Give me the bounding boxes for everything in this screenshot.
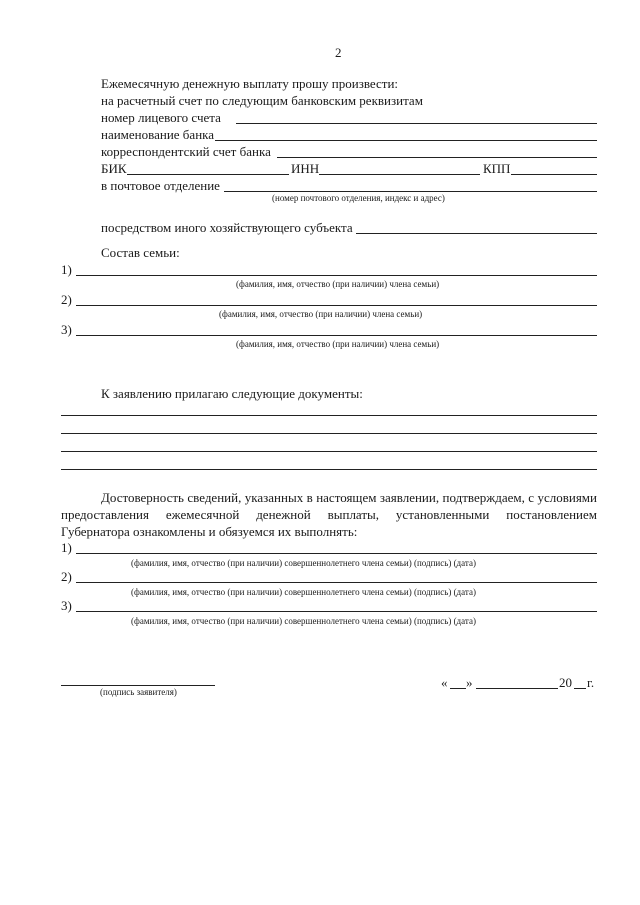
adult-1-hint: (фамилия, имя, отчество (при наличии) совершеннолетнего члена семьи) (подпись) (дата) bbox=[131, 558, 476, 568]
family-member-1-hint: (фамилия, имя, отчество (при наличии) члена семьи) bbox=[236, 279, 440, 289]
adult-3-num: 3) bbox=[61, 598, 72, 613]
other-entity-label: посредством иного хозяйствующего субъекта bbox=[101, 220, 353, 235]
date-year-field[interactable] bbox=[574, 688, 586, 689]
bik-label: БИК bbox=[101, 161, 127, 176]
correspondent-account-label: корреспондентский счет банка bbox=[101, 144, 271, 159]
kpp-field[interactable] bbox=[511, 174, 597, 175]
other-entity-field[interactable] bbox=[356, 233, 597, 234]
date-day-field[interactable] bbox=[450, 688, 466, 689]
documents-line-2[interactable] bbox=[61, 433, 597, 434]
family-member-2-num: 2) bbox=[61, 292, 72, 307]
inn-field[interactable] bbox=[319, 174, 480, 175]
documents-line-4[interactable] bbox=[61, 469, 597, 470]
adult-2-num: 2) bbox=[61, 569, 72, 584]
date-month-field[interactable] bbox=[476, 688, 558, 689]
adult-2-field[interactable] bbox=[76, 582, 597, 583]
kpp-label: КПП bbox=[483, 161, 511, 176]
family-member-3-hint: (фамилия, имя, отчество (при наличии) члена семьи) bbox=[236, 339, 440, 349]
family-member-1-num: 1) bbox=[61, 262, 72, 277]
adult-2-hint: (фамилия, имя, отчество (при наличии) совершеннолетнего члена семьи) (подпись) (дата) bbox=[131, 587, 476, 597]
adult-3-hint: (фамилия, имя, отчество (при наличии) совершеннолетнего члена семьи) (подпись) (дата) bbox=[131, 616, 476, 626]
account-number-label: номер лицевого счета bbox=[101, 110, 221, 125]
date-open-quote: « bbox=[441, 675, 448, 690]
bank-name-field[interactable] bbox=[215, 140, 597, 141]
family-title: Состав семьи: bbox=[101, 245, 180, 260]
documents-title: К заявлению прилагаю следующие документы: bbox=[101, 386, 363, 401]
post-office-label: в почтовое отделение bbox=[101, 178, 220, 193]
bik-field[interactable] bbox=[127, 174, 289, 175]
post-office-hint: (номер почтового отделения, индекс и адрес) bbox=[272, 193, 445, 203]
documents-line-3[interactable] bbox=[61, 451, 597, 452]
family-member-2-hint: (фамилия, имя, отчество (при наличии) члена семьи) bbox=[219, 309, 423, 319]
family-member-1-field[interactable] bbox=[76, 275, 597, 276]
page-number: 2 bbox=[335, 45, 342, 60]
correspondent-account-field[interactable] bbox=[277, 157, 597, 158]
adult-3-field[interactable] bbox=[76, 611, 597, 612]
date-close-quote: » bbox=[466, 675, 473, 690]
year-suffix: г. bbox=[587, 675, 595, 690]
year-prefix: 20 bbox=[559, 675, 572, 690]
payment-intro: Ежемесячную денежную выплату прошу произвести: bbox=[101, 76, 399, 91]
adult-1-num: 1) bbox=[61, 540, 72, 555]
applicant-signature-hint: (подпись заявителя) bbox=[100, 687, 177, 697]
family-member-3-field[interactable] bbox=[76, 335, 597, 336]
inn-label: ИНН bbox=[291, 161, 320, 176]
account-number-field[interactable] bbox=[236, 123, 597, 124]
applicant-signature-field[interactable] bbox=[61, 685, 215, 686]
family-member-2-field[interactable] bbox=[76, 305, 597, 306]
confirmation-text: Достоверность сведений, указанных в настоящем заявлении, подтверждаем, с условиями предоставления ежемесячной денежной выплаты, установленными постановлением Губернатора ознакомлены и обязуемся их выполнять: bbox=[61, 490, 597, 539]
adult-1-field[interactable] bbox=[76, 553, 597, 554]
documents-line-1[interactable] bbox=[61, 415, 597, 416]
bank-name-label: наименование банка bbox=[101, 127, 215, 142]
to-account-label: на расчетный счет по следующим банковским реквизитам bbox=[101, 93, 423, 108]
family-member-3-num: 3) bbox=[61, 322, 72, 337]
post-office-field[interactable] bbox=[224, 191, 597, 192]
